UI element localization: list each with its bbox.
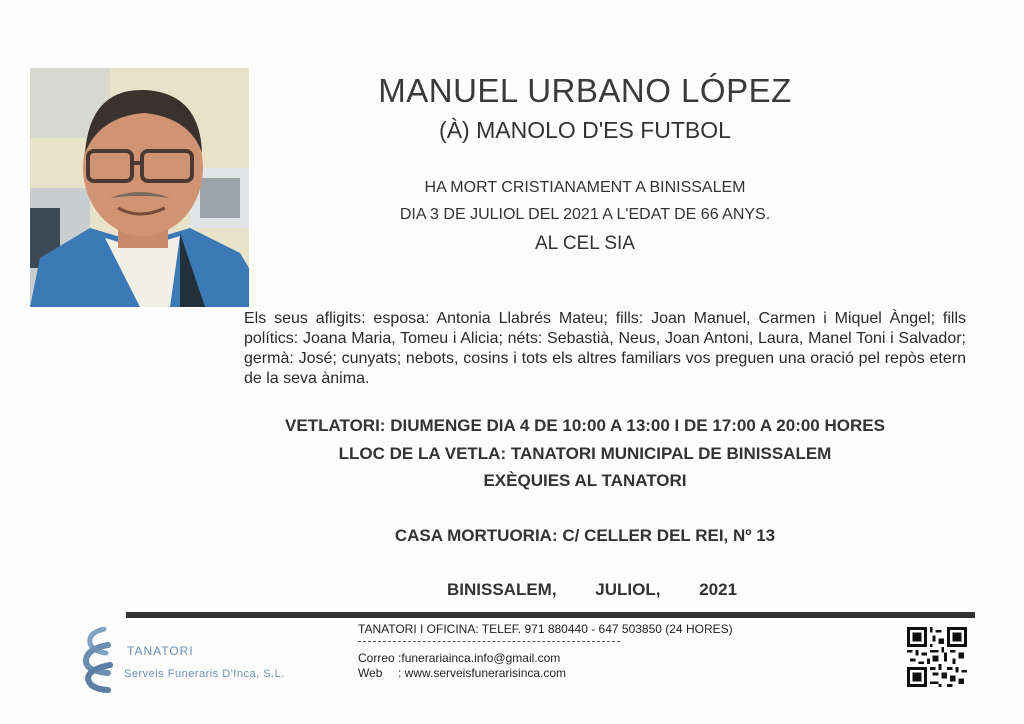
contact-web-row: [358, 666, 566, 680]
contact-email[interactable]: funerariainca.info@gmail.com: [401, 651, 561, 665]
portrait-image: [30, 68, 249, 307]
death-announcement-line1: HA MORT CRISTIANAMENT A BINISSALEM: [424, 179, 746, 196]
funeral-home-logo-icon: [78, 627, 118, 693]
date-year: 2021: [699, 580, 738, 599]
date-place: BINISSALEM,: [447, 580, 557, 599]
contact-website[interactable]: : www.serveisfunerarisinca.com: [398, 666, 567, 680]
date-line: [447, 580, 737, 600]
contact-phone: TANATORI I OFICINA: TELEF. 971 880440 - 647 503850 (24 HORES): [358, 622, 733, 636]
death-announcement-line2: DIA 3 DE JULIOL DEL 2021 A L'EDAT DE 66 ANYS.: [399, 206, 771, 223]
date-month: JULIOL,: [595, 580, 661, 599]
deceased-name: MANUEL URBANO LÓPEZ: [378, 72, 792, 109]
qr-code-icon[interactable]: [907, 627, 967, 687]
footer-separator: [358, 641, 620, 642]
vigil-location: LLOC DE LA VETLA: TANATORI MUNICIPAL DE BINISSALEM: [338, 444, 832, 463]
contact-email-row: [358, 651, 560, 665]
al-cel-sia: AL CEL SIA: [535, 233, 635, 254]
mourners-paragraph: Els seus afligits: esposa: Antonia Llabrés Mateu; fills: Joan Manuel, Carmen i Miquel Àngel; fills polítics: Joana Maria, Tomeu i Alicia; néts: Sebastià, Neus, Joan Antoni, Laura, Manel Toni i Salvador; germà: José; cunyats; nebots, cosins i tots els altres familiars vos preguen una oració pel repòs etern de la seva ànima.: [244, 310, 966, 387]
vigil-schedule: VETLATORI: DIUMENGE DIA 4 DE 10:00 A 13:00 I DE 17:00 A 20:00 HORES: [285, 416, 885, 435]
logo-company-name: Serveis Funeraris D'Inca, S.L.: [124, 668, 285, 680]
deceased-nickname: (À) MANOLO D'ES FUTBOL: [439, 117, 731, 143]
web-label: Web: [358, 666, 383, 680]
logo-tanatori-text: TANATORI: [127, 644, 194, 658]
mortuary-house: CASA MORTUORIA: C/ CELLER DEL REI, Nº 13: [394, 526, 776, 545]
funeral-rites: EXÈQUIES AL TANATORI: [483, 471, 687, 490]
deceased-photo: [30, 68, 249, 307]
footer-divider: [126, 612, 975, 618]
email-label: Correo :: [358, 651, 402, 665]
